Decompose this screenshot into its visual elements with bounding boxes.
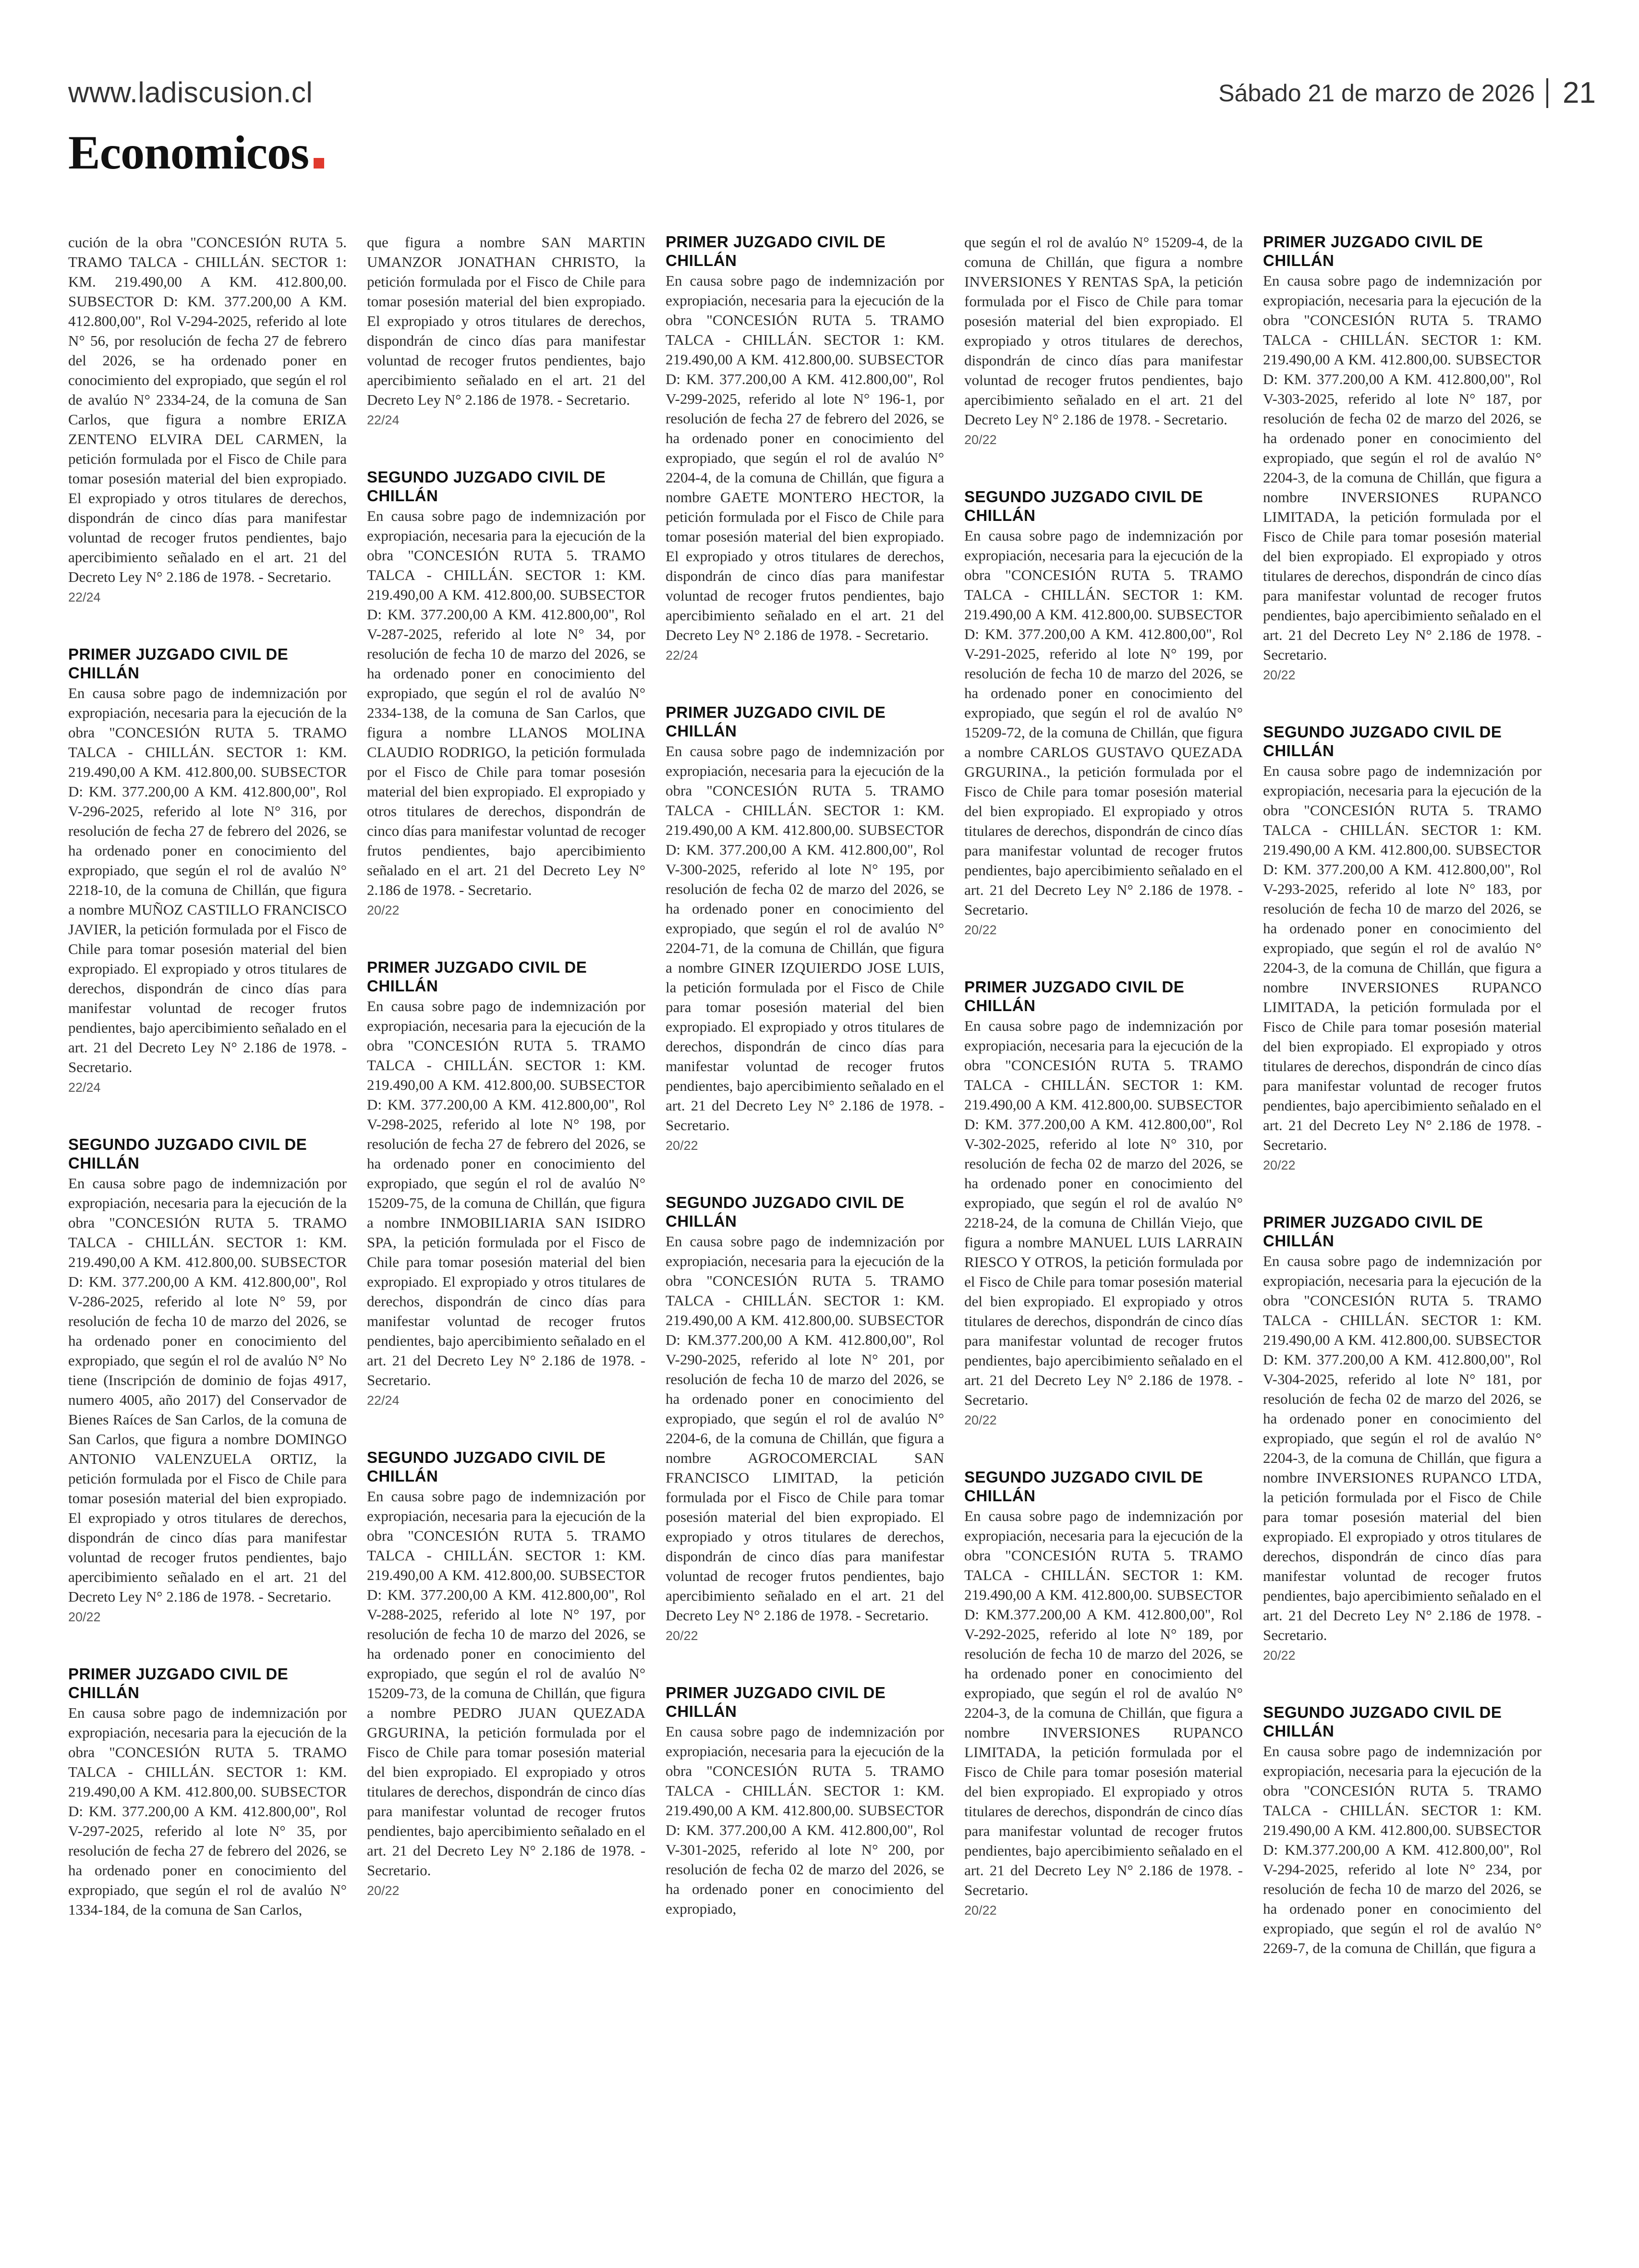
legal-notice <box>68 1665 347 1919</box>
notice-text: En causa sobre pago de indemnización por expropiación, necesaria para la ejecución de la obra "CONCESIÓN RUTA 5. TRAMO TALCA - CHILLÁN. SECTOR 1: KM. 219.490,00 A KM. 412.800,00. SUBSECTOR D: KM.377.200,00 A KM. 412.800,00", Rol V-290-2025, referido al lote N° 201, por resolución de fecha 10 de marzo del 2026, se ha ordenado poner en conocimiento del expropiado, que según el rol de avalúo N° 2204-6, de la comuna de Chillán, que figura a nombre AGROCOMERCIAL SAN FRANCISCO LIMITAD, la petición formulada por el Fisco de Chile para tomar posesión material del bien expropiado. El expropiado y otros titulares de derechos, dispondrán de cinco días para manifestar voluntad de recoger frutos pendientes, bajo apercibimiento señalado en el art. 21 del Decreto Ley N° 2.186 de 1978. - Secretario. <box>666 1233 944 1624</box>
notice-code: 20/22 <box>666 1629 698 1643</box>
court-heading: SEGUNDO JUZGADO CIVIL DE CHILLÁN <box>964 488 1203 524</box>
notice-code: 20/22 <box>964 1903 997 1918</box>
legal-notice <box>964 977 1243 1430</box>
legal-notice <box>68 1135 347 1627</box>
notice-code: 22/24 <box>68 590 101 604</box>
court-heading: SEGUNDO JUZGADO CIVIL DE CHILLÁN <box>964 1468 1203 1505</box>
column-4 <box>964 232 1243 2234</box>
notice-code: 22/24 <box>367 413 400 427</box>
court-heading: SEGUNDO JUZGADO CIVIL DE CHILLÁN <box>68 1135 307 1172</box>
column-5 <box>1263 232 1542 2234</box>
notice-code: 22/24 <box>367 1393 400 1408</box>
legal-notice <box>367 1448 645 1901</box>
notice-code: 20/22 <box>1263 668 1296 682</box>
notices-columns <box>68 232 1542 2234</box>
issue-date: Sábado 21 de marzo de 2026 <box>1218 79 1535 107</box>
legal-notice <box>68 645 347 1098</box>
court-heading: SEGUNDO JUZGADO CIVIL DE CHILLÁN <box>666 1194 905 1230</box>
legal-notice <box>964 1468 1243 1920</box>
notice-text: En causa sobre pago de indemnización por expropiación, necesaria para la ejecución de la obra "CONCESIÓN RUTA 5. TRAMO TALCA - CHILLÁN. SECTOR 1: KM. 219.490,00 A KM. 412.800,00. SUBSECTOR D: KM.377.200,00 A KM. 412.800,00", Rol V-294-2025, referido al lote N° 234, por resolución de fecha 10 de marzo del 2026, se ha ordenado poner en conocimiento del expropiado, que según el rol de avalúo N° 2269-7, de la comuna de Chillán, que figura a <box>1263 1743 1542 1956</box>
section-name: Economicos <box>68 126 309 179</box>
notice-text: En causa sobre pago de indemnización por expropiación, necesaria para la ejecución de la obra "CONCESIÓN RUTA 5. TRAMO TALCA - CHILLÁN. SECTOR 1: KM. 219.490,00 A KM. 412.800,00. SUBSECTOR D: KM. 377.200,00 A KM. 412.800,00", Rol V-296-2025, referido al lote N° 316, por resolución de fecha 27 de febrero del 2026, se ha ordenado poner en conocimiento del expropiado, que según el rol de avalúo N° 2218-10, de la comuna de Chillán, que figura a nombre MUÑOZ CASTILLO FRANCISCO JAVIER, la petición formulada por el Fisco de Chile para tomar posesión material del bien expropiado. El expropiado y otros titulares de derechos, dispondrán de cinco días para manifestar voluntad de recoger frutos pendientes, bajo apercibimiento señalado en el art. 21 del Decreto Ley N° 2.186 de 1978. - Secretario. <box>68 685 347 1075</box>
notice-text: En causa sobre pago de indemnización por expropiación, necesaria para la ejecución de la obra "CONCESIÓN RUTA 5. TRAMO TALCA - CHILLÁN. SECTOR 1: KM. 219.490,00 A KM. 412.800,00. SUBSECTOR D: KM. 377.200,00 A KM. 412.800,00", Rol V-300-2025, referido al lote N° 195, por resolución de fecha 02 de marzo del 2026, se ha ordenado poner en conocimiento del expropiado, que según el rol de avalúo N° 2204-71, de la comuna de Chillán, que figura a nombre GINER IZQUIERDO JOSE LUIS, la petición formulada por el Fisco de Chile para tomar posesión material del bien expropiado. El expropiado y otros titulares de derechos, dispondrán de cinco días para manifestar voluntad de recoger frutos pendientes, bajo apercibimiento señalado en el art. 21 del Decreto Ley N° 2.186 de 1978. - Secretario. <box>666 743 944 1134</box>
notice-text: En causa sobre pago de indemnización por expropiación, necesaria para la ejecución de la obra "CONCESIÓN RUTA 5. TRAMO TALCA - CHILLÁN. SECTOR 1: KM. 219.490,00 A KM. 412.800,00. SUBSECTOR D: KM. 377.200,00 A KM. 412.800,00", Rol V-303-2025, referido al lote N° 187, por resolución de fecha 02 de marzo del 2026, se ha ordenado poner en conocimiento del expropiado, que según el rol de avalúo N° 2204-3, de la comuna de Chillán, que figura a nombre INVERSIONES RUPANCO LIMITADA, la petición formulada por el Fisco de Chile para tomar posesión material del bien expropiado. El expropiado y otros titulares de derechos, dispondrán de cinco días para manifestar voluntad de recoger frutos pendientes, bajo apercibimiento señalado en el art. 21 del Decreto Ley N° 2.186 de 1978. - Secretario. <box>1263 272 1542 663</box>
legal-notice <box>964 487 1243 940</box>
court-heading: PRIMER JUZGADO CIVIL DE CHILLÁN <box>666 1684 886 1720</box>
notice-code: 22/24 <box>666 648 698 663</box>
court-heading: PRIMER JUZGADO CIVIL DE CHILLÁN <box>68 1665 289 1701</box>
notice-text: En causa sobre pago de indemnización por expropiación, necesaria para la ejecución de la obra "CONCESIÓN RUTA 5. TRAMO TALCA - CHILLÁN. SECTOR 1: KM. 219.490,00 A KM. 412.800,00. SUBSECTOR D: KM. 377.200,00 A KM. 412.800,00", Rol V-298-2025, referido al lote N° 198, por resolución de fecha 27 de febrero del 2026, se ha ordenado poner en conocimiento del expropiado, que según el rol de avalúo N° 15209-75, de la comuna de Chillán, que figura a nombre INMOBILIARIA SAN ISIDRO SPA, la petición formulada por el Fisco de Chile para tomar posesión material del bien expropiado. El expropiado y otros titulares de derechos, dispondrán de cinco días para manifestar voluntad de recoger frutos pendientes, bajo apercibimiento señalado en el art. 21 del Decreto Ley N° 2.186 de 1978. - Secretario. <box>367 998 645 1388</box>
legal-notice <box>964 232 1243 450</box>
date-and-page <box>1218 76 1596 110</box>
notice-text: En causa sobre pago de indemnización por expropiación, necesaria para la ejecución de la obra "CONCESIÓN RUTA 5. TRAMO TALCA - CHILLÁN. SECTOR 1: KM. 219.490,00 A KM. 412.800,00. SUBSECTOR D: KM. 377.200,00 A KM. 412.800,00", Rol V-293-2025, referido al lote N° 183, por resolución de fecha 10 de marzo del 2026, se ha ordenado poner en conocimiento del expropiado, que según el rol de avalúo N° 2204-3, de la comuna de Chillán, que figura a nombre INVERSIONES RUPANCO LIMITADA, la petición formulada por el Fisco de Chile para tomar posesión material del bien expropiado. El expropiado y otros titulares de derechos, dispondrán de cinco días para manifestar voluntad de recoger frutos pendientes, bajo apercibimiento señalado en el art. 21 del Decreto Ley N° 2.186 de 1978. - Secretario. <box>1263 762 1542 1153</box>
divider <box>1546 78 1548 108</box>
legal-notice <box>68 232 347 607</box>
page-header <box>0 0 1639 202</box>
notice-code: 20/22 <box>666 1138 698 1153</box>
notice-text: En causa sobre pago de indemnización por expropiación, necesaria para la ejecución de la obra "CONCESIÓN RUTA 5. TRAMO TALCA - CHILLÁN. SECTOR 1: KM. 219.490,00 A KM. 412.800,00. SUBSECTOR D: KM. 377.200,00 A KM. 412.800,00", Rol V-304-2025, referido al lote N° 181, por resolución de fecha 02 de marzo del 2026, se ha ordenado poner en conocimiento del expropiado, que según el rol de avalúo N° 2204-3, de la comuna de Chillán, que figura a nombre INVERSIONES RUPANCO LTDA, la petición formulada por el Fisco de Chile para tomar posesión material del bien expropiado. El expropiado y otros titulares de derechos, dispondrán de cinco días para manifestar voluntad de recoger frutos pendientes, bajo apercibimiento señalado en el art. 21 del Decreto Ley N° 2.186 de 1978. - Secretario. <box>1263 1253 1542 1643</box>
notice-text: En causa sobre pago de indemnización por expropiación, necesaria para la ejecución de la obra "CONCESIÓN RUTA 5. TRAMO TALCA - CHILLÁN. SECTOR 1: KM. 219.490,00 A KM. 412.800,00. SUBSECTOR D: KM. 377.200,00 A KM. 412.800,00", Rol V-299-2025, referido al lote N° 196-1, por resolución de fecha 27 de febrero del 2026, se ha ordenado poner en conocimiento del expropiado, que según el rol de avalúo N° 2204-4, de la comuna de Chillán, que figura a nombre GAETE MONTERO HECTOR, la petición formulada por el Fisco de Chile para tomar posesión material del bien expropiado. El expropiado y otros titulares de derechos, dispondrán de cinco días para manifestar voluntad de recoger frutos pendientes, bajo apercibimiento señalado en el art. 21 del Decreto Ley N° 2.186 de 1978. - Secretario. <box>666 272 944 643</box>
column-3 <box>666 232 944 2234</box>
legal-notice <box>1263 1703 1542 1958</box>
legal-notice <box>666 1193 944 1646</box>
notice-code: 22/24 <box>68 1080 101 1095</box>
notice-code: 20/22 <box>1263 1648 1296 1663</box>
notice-text: En causa sobre pago de indemnización por expropiación, necesaria para la ejecución de la obra "CONCESIÓN RUTA 5. TRAMO TALCA - CHILLÁN. SECTOR 1: KM. 219.490,00 A KM. 412.800,00. SUBSECTOR D: KM. 377.200,00 A KM. 412.800,00", Rol V-301-2025, referido al lote N° 200, por resolución de fecha 02 de marzo del 2026, se ha ordenado poner en conocimiento del expropiado, <box>666 1723 944 1917</box>
legal-notice <box>367 232 645 430</box>
notice-code: 20/22 <box>68 1610 101 1624</box>
column-2 <box>367 232 645 2234</box>
notice-text: En causa sobre pago de indemnización por expropiación, necesaria para la ejecución de la obra "CONCESIÓN RUTA 5. TRAMO TALCA - CHILLÁN. SECTOR 1: KM. 219.490,00 A KM. 412.800,00. SUBSECTOR D: KM. 377.200,00 A KM. 412.800,00", Rol V-288-2025, referido al lote N° 197, por resolución de fecha 10 de marzo del 2026, se ha ordenado poner en conocimiento del expropiado, que según el rol de avalúo N° 15209-73, de la comuna de Chillán, que figura a nombre PEDRO JUAN QUEZADA GRGURINA, la petición formulada por el Fisco de Chile para tomar posesión material del bien expropiado. El expropiado y otros titulares de derechos, dispondrán de cinco días para manifestar voluntad de recoger frutos pendientes, bajo apercibimiento señalado en el art. 21 del Decreto Ley N° 2.186 de 1978. - Secretario. <box>367 1488 645 1879</box>
court-heading: PRIMER JUZGADO CIVIL DE CHILLÁN <box>367 958 587 995</box>
legal-notice <box>666 1683 944 1918</box>
court-heading: SEGUNDO JUZGADO CIVIL DE CHILLÁN <box>367 1448 606 1485</box>
court-heading: PRIMER JUZGADO CIVIL DE CHILLÁN <box>1263 1213 1483 1250</box>
notice-text: que figura a nombre SAN MARTIN UMANZOR JONATHAN CHRISTO, la petición formulada por el Fisco de Chile para tomar posesión material del bien expropiado. El expropiado y otros titulares de derechos, dispondrán de cinco días para manifestar voluntad de recoger frutos pendientes, bajo apercibimiento señalado en el art. 21 del Decreto Ley N° 2.186 de 1978. - Secretario. <box>367 234 645 408</box>
court-heading: SEGUNDO JUZGADO CIVIL DE CHILLÁN <box>1263 723 1502 760</box>
court-heading: PRIMER JUZGADO CIVIL DE CHILLÁN <box>1263 233 1483 269</box>
legal-notice <box>1263 723 1542 1175</box>
legal-notice <box>666 703 944 1156</box>
notice-code: 20/22 <box>964 923 997 937</box>
notice-text: que según el rol de avalúo N° 15209-4, de la comuna de Chillán, que figura a nombre INVERSIONES Y RENTAS SpA, la petición formulada por el Fisco de Chile para tomar posesión material del bien expropiado. El expropiado y otros titulares de derechos, dispondrán de cinco días para manifestar voluntad de recoger frutos pendientes, bajo apercibimiento señalado en el art. 21 del Decreto Ley N° 2.186 de 1978. - Secretario. <box>964 234 1243 428</box>
page-number: 21 <box>1563 76 1596 109</box>
notice-text: En causa sobre pago de indemnización por expropiación, necesaria para la ejecución de la obra "CONCESIÓN RUTA 5. TRAMO TALCA - CHILLÁN. SECTOR 1: KM. 219.490,00 A KM. 412.800,00. SUBSECTOR D: KM. 377.200,00 A KM. 412.800,00", Rol V-302-2025, referido al lote N° 310, por resolución de fecha 02 de marzo del 2026, se ha ordenado poner en conocimiento del expropiado, que según el rol de avalúo N° 2218-24, de la comuna de Chillán Viejo, que figura a nombre MANUEL LUIS LARRAIN RIESCO Y OTROS, la petición formulada por el Fisco de Chile para tomar posesión material del bien expropiado. El expropiado y otros titulares de derechos, dispondrán de cinco días para manifestar voluntad de recoger frutos pendientes, bajo apercibimiento señalado en el art. 21 del Decreto Ley N° 2.186 de 1978. - Secretario. <box>964 1017 1243 1408</box>
notice-text: En causa sobre pago de indemnización por expropiación, necesaria para la ejecución de la obra "CONCESIÓN RUTA 5. TRAMO TALCA - CHILLÁN. SECTOR 1: KM. 219.490,00 A KM. 412.800,00. SUBSECTOR D: KM. 377.200,00 A KM. 412.800,00", Rol V-286-2025, referido al lote N° 59, por resolución de fecha 10 de marzo del 2026, se ha ordenado poner en conocimiento del expropiado, que según el rol de avalúo N° No tiene (Inscripción de dominio de fojas 4917, numero 4005, año 2017) del Conservador de Bienes Raíces de San Carlos, de la comuna de San Carlos, que figura a nombre DOMINGO ANTONIO VALENZUELA ORTIZ, la petición formulada por el Fisco de Chile para tomar posesión material del bien expropiado. El expropiado y otros titulares de derechos, dispondrán de cinco días para manifestar voluntad de recoger frutos pendientes, bajo apercibimiento señalado en el art. 21 del Decreto Ley N° 2.186 de 1978. - Secretario. <box>68 1175 347 1605</box>
court-heading: SEGUNDO JUZGADO CIVIL DE CHILLÁN <box>1263 1703 1502 1740</box>
notice-text: En causa sobre pago de indemnización por expropiación, necesaria para la ejecución de la obra "CONCESIÓN RUTA 5. TRAMO TALCA - CHILLÁN. SECTOR 1: KM. 219.490,00 A KM. 412.800,00. SUBSECTOR D: KM. 377.200,00 A KM. 412.800,00", Rol V-287-2025, referido al lote N° 34, por resolución de fecha 10 de marzo del 2026, se ha ordenado poner en conocimiento del expropiado, que según el rol de avalúo N° 2334-138, de la comuna de San Carlos, que figura a nombre LLANOS MOLINA CLAUDIO RODRIGO, la petición formulada por el Fisco de Chile para tomar posesión material del bien expropiado. El expropiado y otros titulares de derechos, dispondrán de cinco días para manifestar voluntad de recoger frutos pendientes, bajo apercibimiento señalado en el art. 21 del Decreto Ley N° 2.186 de 1978. - Secretario. <box>367 507 645 898</box>
legal-notice <box>666 232 944 665</box>
column-1 <box>68 232 347 2234</box>
notice-code: 20/22 <box>367 1883 400 1898</box>
notice-text: En causa sobre pago de indemnización por expropiación, necesaria para la ejecución de la obra "CONCESIÓN RUTA 5. TRAMO TALCA - CHILLÁN. SECTOR 1: KM. 219.490,00 A KM. 412.800,00. SUBSECTOR D: KM. 377.200,00 A KM. 412.800,00", Rol V-291-2025, referido al lote N° 199, por resolución de fecha 10 de marzo del 2026, se ha ordenado poner en conocimiento del expropiado, que según el rol de avalúo N° 15209-72, de la comuna de Chillán, que figura a nombre CARLOS GUSTAVO QUEZADA GRGURINA., la petición formulada por el Fisco de Chile para tomar posesión material del bien expropiado. El expropiado y otros titulares de derechos, dispondrán de cinco días para manifestar voluntad de recoger frutos pendientes, bajo apercibimiento señalado en el art. 21 del Decreto Ley N° 2.186 de 1978. - Secretario. <box>964 527 1243 918</box>
notice-code: 20/22 <box>964 1413 997 1427</box>
notice-code: 20/22 <box>1263 1158 1296 1172</box>
legal-notice <box>1263 1213 1542 1665</box>
court-heading: PRIMER JUZGADO CIVIL DE CHILLÁN <box>666 703 886 740</box>
notice-text: En causa sobre pago de indemnización por expropiación, necesaria para la ejecución de la obra "CONCESIÓN RUTA 5. TRAMO TALCA - CHILLÁN. SECTOR 1: KM. 219.490,00 A KM. 412.800,00. SUBSECTOR D: KM.377.200,00 A KM. 412.800,00", Rol V-292-2025, referido al lote N° 189, por resolución de fecha 10 de marzo del 2026, se ha ordenado poner en conocimiento del expropiado, que según el rol de avalúo N° 2204-3, de la comuna de Chillán, que figura a nombre INVERSIONES RUPANCO LIMITADA, la petición formulada por el Fisco de Chile para tomar posesión material del bien expropiado. El expropiado y otros titulares de derechos, dispondrán de cinco días para manifestar voluntad de recoger frutos pendientes, bajo apercibimiento señalado en el art. 21 del Decreto Ley N° 2.186 de 1978. - Secretario. <box>964 1508 1243 1898</box>
court-heading: SEGUNDO JUZGADO CIVIL DE CHILLÁN <box>367 468 606 505</box>
notice-text: En causa sobre pago de indemnización por expropiación, necesaria para la ejecución de la obra "CONCESIÓN RUTA 5. TRAMO TALCA - CHILLÁN. SECTOR 1: KM. 219.490,00 A KM. 412.800,00. SUBSECTOR D: KM. 377.200,00 A KM. 412.800,00", Rol V-297-2025, referido al lote N° 35, por resolución de fecha 27 de febrero del 2026, se ha ordenado poner en conocimiento del expropiado, que según el rol de avalúo N° 1334-184, de la comuna de San Carlos, <box>68 1704 347 1918</box>
notice-code: 20/22 <box>367 903 400 917</box>
legal-notice <box>1263 232 1542 685</box>
accent-dot-icon <box>314 158 324 169</box>
legal-notice <box>367 468 645 920</box>
court-heading: PRIMER JUZGADO CIVIL DE CHILLÁN <box>964 978 1185 1014</box>
notice-code: 20/22 <box>964 433 997 447</box>
notice-text: cución de la obra "CONCESIÓN RUTA 5. TRAMO TALCA - CHILLÁN. SECTOR 1: KM. 219.490,00 A KM. 412.800,00. SUBSECTOR D: KM. 377.200,00 A KM. 412.800,00", Rol V-294-2025, referido al lote N° 56, por resolución de fecha 27 de febrero del 2026, se ha ordenado poner en conocimiento del expropiado, que según el rol de avalúo N° 2334-24, de la comuna de San Carlos, que figura a nombre ERIZA ZENTENO ELVIRA DEL CARMEN, la petición formulada por el Fisco de Chile para tomar posesión material del bien expropiado. El expropiado y otros titulares de derechos, dispondrán de cinco días para manifestar voluntad de recoger frutos pendientes, bajo apercibimiento señalado en el art. 21 del Decreto Ley N° 2.186 de 1978. - Secretario. <box>68 234 347 585</box>
court-heading: PRIMER JUZGADO CIVIL DE CHILLÁN <box>666 233 886 269</box>
legal-notice <box>367 958 645 1411</box>
court-heading: PRIMER JUZGADO CIVIL DE CHILLÁN <box>68 645 289 682</box>
site-url[interactable]: www.ladiscusion.cl <box>68 76 313 109</box>
section-title <box>68 125 324 180</box>
